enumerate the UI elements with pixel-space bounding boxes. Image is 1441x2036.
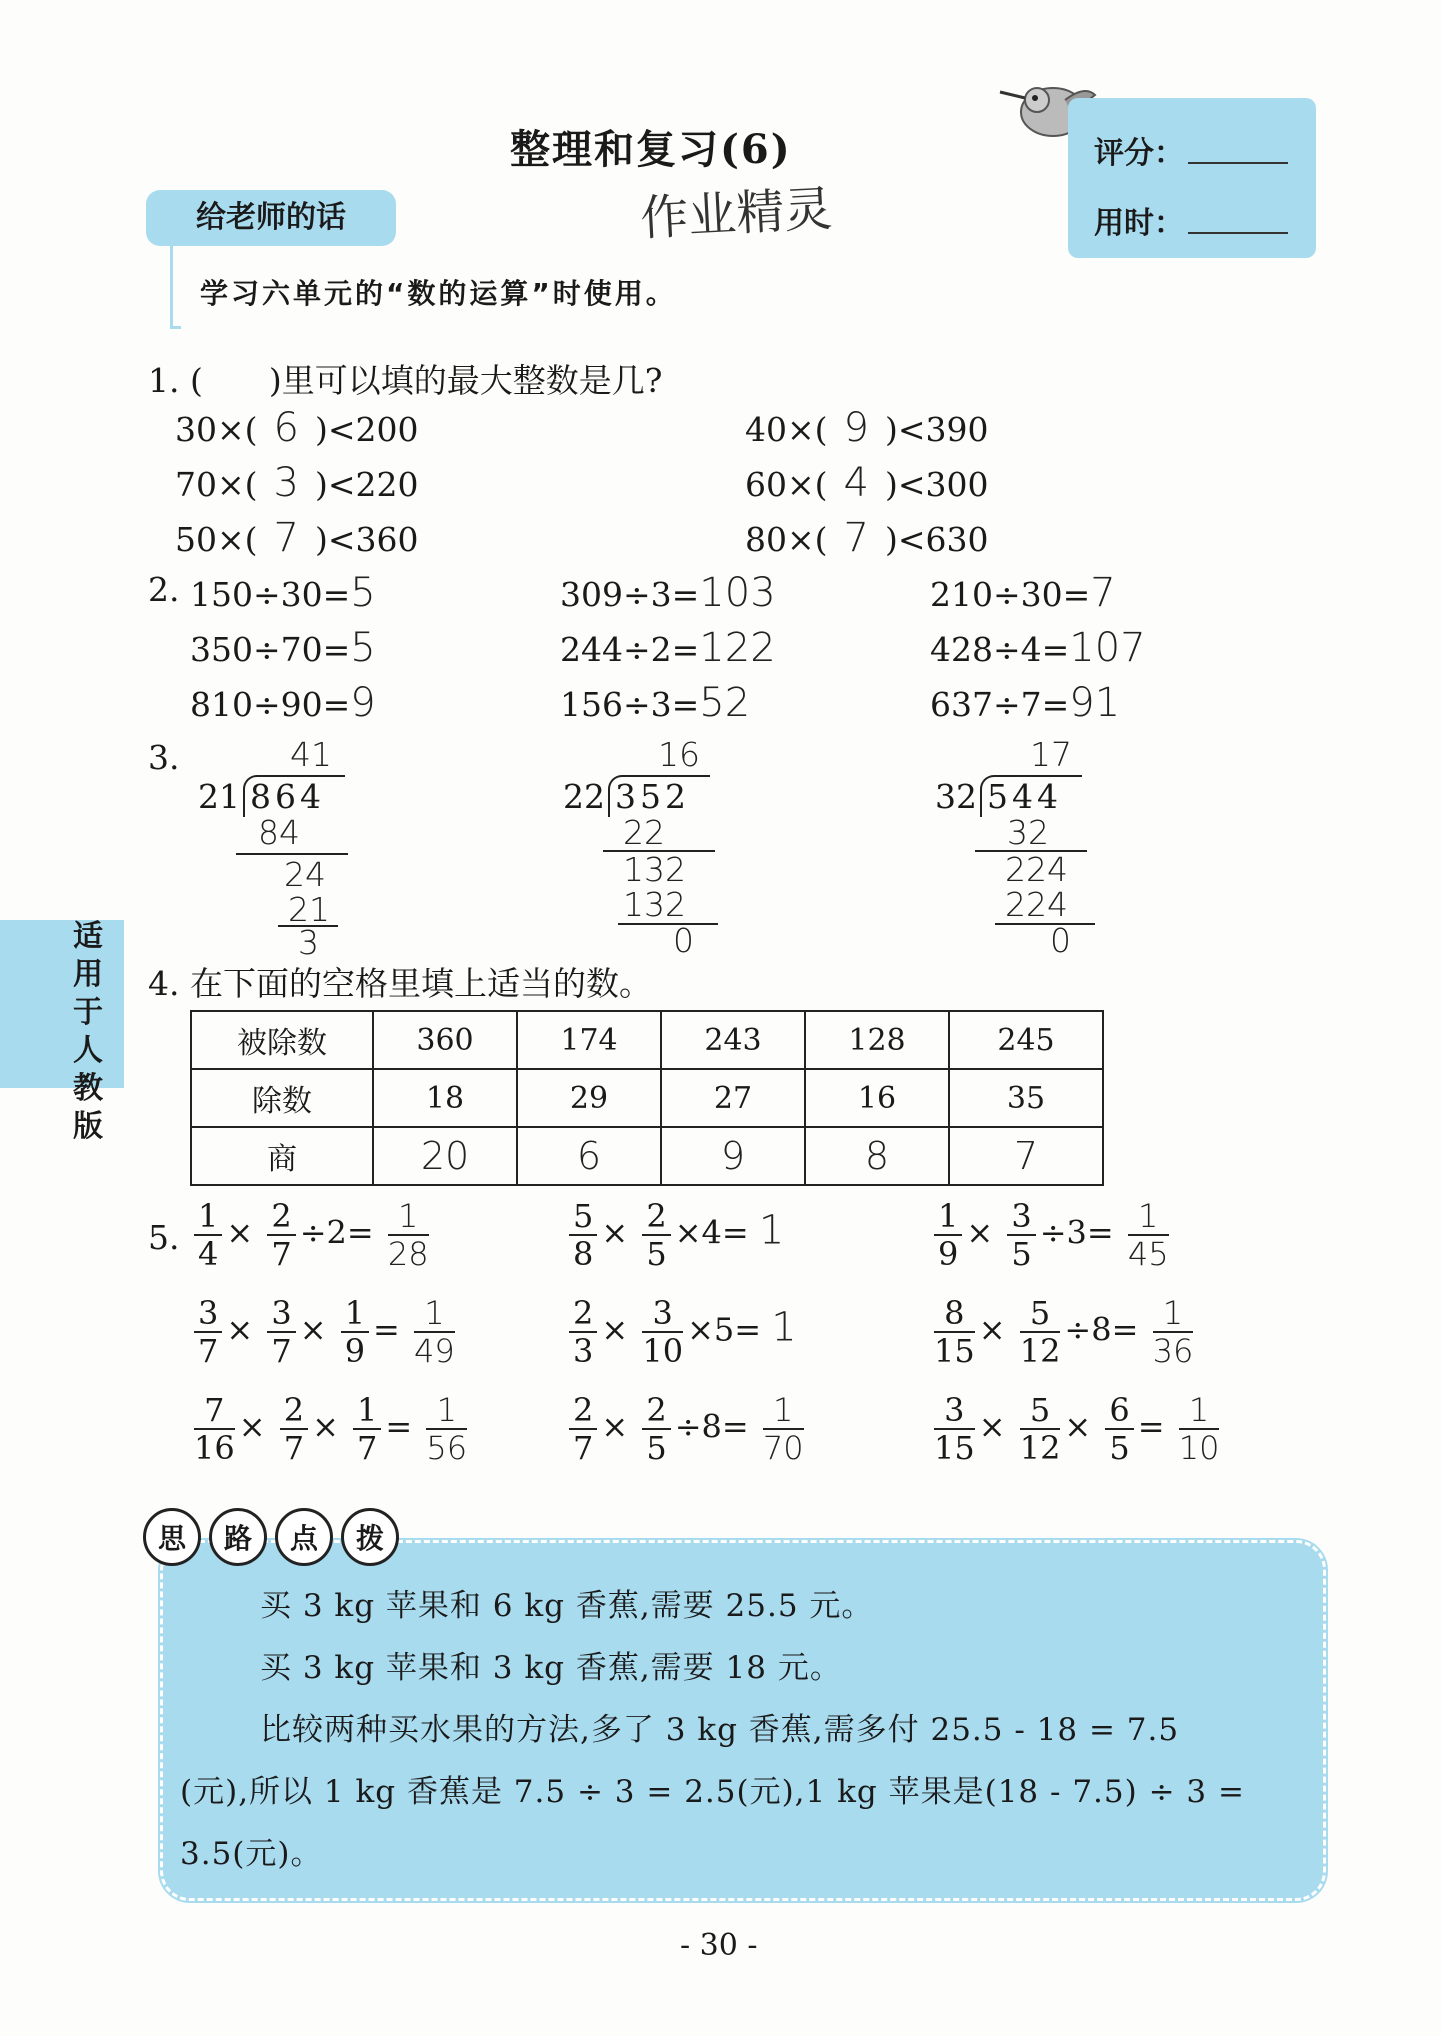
handwritten-note: 作业精灵 (638, 181, 834, 247)
page-number: - 30 - (680, 1928, 758, 1963)
division-step: 224 (1005, 885, 1068, 924)
hint-title-char: 路 (209, 1508, 267, 1566)
division-step: 24 (284, 855, 326, 894)
table-cell: 27 (661, 1069, 805, 1127)
table-cell: 35 (949, 1069, 1103, 1127)
time-label: 用时： (1094, 206, 1184, 241)
q1-item: 40×( 9 )<390 (745, 405, 989, 451)
table-cell: 243 (661, 1011, 805, 1069)
answer-cell[interactable]: 6 (517, 1127, 661, 1185)
q2-item: 156÷3=52 (560, 680, 751, 726)
hint-title-char: 思 (143, 1508, 201, 1566)
table-cell: 29 (517, 1069, 661, 1127)
dividend: 544 (987, 777, 1062, 816)
q4-prompt: 4. 在下面的空格里填上适当的数。 (148, 964, 652, 1003)
division-remainder: 3 (298, 923, 319, 962)
fraction-expression: $\frac{8}{15}$ × $\frac{5}{12}$ ÷8= $\frac{1}{36}$ (934, 1294, 1194, 1370)
q5-number: 5. (148, 1218, 180, 1257)
divisor: 32 (935, 777, 977, 816)
row-header: 除数 (191, 1069, 373, 1127)
q1-answer[interactable]: 3 (273, 460, 299, 506)
table-row (191, 1011, 1103, 1069)
answer-cell[interactable]: 8 (805, 1127, 949, 1185)
side-tab-label: 适用于人教版 (73, 919, 103, 1144)
q2-answer[interactable]: 5 (350, 625, 376, 671)
table-cell: 174 (517, 1011, 661, 1069)
division-remainder: 0 (1050, 921, 1071, 960)
q2-item: 150÷30=5 (190, 570, 376, 616)
q2-answer[interactable]: 52 (699, 680, 751, 726)
dividend: 352 (615, 777, 690, 816)
teacher-note-tab: 给老师的话 (146, 190, 396, 246)
q1-answer[interactable]: 7 (273, 515, 299, 561)
long-division (563, 735, 763, 960)
table-row (191, 1069, 1103, 1127)
time-blank[interactable] (1188, 232, 1288, 234)
fraction-answer[interactable]: $\frac{1}{49}$ (414, 1294, 455, 1370)
fraction-expression: $\frac{1}{4}$ × $\frac{2}{7}$ ÷2= $\frac{1}{28}$ (190, 1198, 433, 1272)
quotient[interactable]: 41 (290, 735, 332, 774)
fraction-answer[interactable]: $\frac{1}{45}$ (1127, 1197, 1169, 1273)
division-step: 21 (288, 890, 330, 929)
q1-answer[interactable]: 7 (843, 515, 869, 561)
q1-answer[interactable]: 4 (843, 460, 869, 506)
fraction-expression: $\frac{1}{9}$ × $\frac{3}{5}$ ÷3= $\frac{1}{45}$ (930, 1198, 1173, 1272)
division-line (995, 923, 1095, 925)
q2-item: 810÷90=9 (190, 680, 376, 726)
long-division (198, 735, 398, 962)
divisor: 21 (198, 777, 240, 816)
division-remainder: 0 (673, 921, 694, 960)
division-step: 84 (258, 813, 300, 852)
table-cell: 128 (805, 1011, 949, 1069)
fraction-expression: $\frac{3}{7}$ × $\frac{3}{7}$ × $\frac{1}{9}$ = $\frac{1}{49}$ (190, 1295, 459, 1369)
division-step: 132 (623, 850, 686, 889)
score-blank[interactable] (1188, 162, 1288, 164)
fraction-expression: $\frac{7}{16}$ × $\frac{2}{7}$ × $\frac{1}{7}$ = $\frac{1}{56}$ (194, 1391, 468, 1467)
q2-number: 2. (148, 570, 180, 609)
q2-answer[interactable]: 107 (1069, 625, 1146, 671)
answer-cell[interactable]: 20 (373, 1127, 517, 1185)
page-title: 整理和复习(6) (510, 126, 792, 173)
q1-prompt: 1. ( )里可以填的最大整数是几? (148, 361, 663, 400)
q1-answer[interactable]: 6 (273, 405, 299, 451)
hint-title-char: 拨 (341, 1508, 399, 1566)
division-line (618, 923, 718, 925)
fraction-answer[interactable]: $\frac{1}{70}$ (762, 1391, 804, 1467)
score-box (1068, 98, 1316, 258)
score-label: 评分： (1094, 136, 1184, 171)
q1-item: 50×( 7 )<360 (175, 515, 419, 561)
table-cell: 360 (373, 1011, 517, 1069)
note-bracket (170, 246, 181, 329)
q2-answer[interactable]: 91 (1069, 680, 1121, 726)
fraction-expression: $\frac{5}{8}$ × $\frac{2}{5}$ ×4= 1 (565, 1198, 784, 1272)
hint-text: 3.5(元)。 (180, 1836, 323, 1872)
q2-item: 350÷70=5 (190, 625, 376, 671)
fraction-answer[interactable]: 1 (758, 1207, 785, 1254)
q2-item: 210÷30=7 (930, 570, 1116, 616)
divisor: 22 (563, 777, 605, 816)
q2-answer[interactable]: 5 (350, 570, 376, 616)
division-step: 224 (1005, 850, 1068, 889)
table-cell: 18 (373, 1069, 517, 1127)
division-step: 32 (1007, 813, 1049, 852)
division-table (190, 1010, 1104, 1186)
fraction-expression: $\frac{2}{3}$ × $\frac{3}{10}$ ×5= 1 (565, 1295, 797, 1369)
division-step: 22 (623, 813, 665, 852)
fraction-answer[interactable]: $\frac{1}{36}$ (1152, 1294, 1194, 1370)
division-step: 132 (623, 885, 686, 924)
long-division (935, 735, 1135, 960)
quotient[interactable]: 17 (1030, 735, 1072, 774)
dividend: 864 (250, 777, 325, 816)
q3-number: 3. (148, 738, 180, 777)
q2-item: 637÷7=91 (930, 680, 1121, 726)
q1-item: 80×( 7 )<630 (745, 515, 989, 561)
q2-answer[interactable]: 7 (1090, 570, 1116, 616)
hint-text: 买 3 kg 苹果和 6 kg 香蕉,需要 25.5 元。 (260, 1588, 874, 1624)
row-header: 商 (191, 1127, 373, 1185)
fraction-answer[interactable]: $\frac{1}{56}$ (426, 1391, 468, 1467)
answer-cell[interactable]: 7 (949, 1127, 1103, 1185)
quotient[interactable]: 16 (658, 735, 700, 774)
teacher-note-text: 学习六单元的“数的运算”时使用。 (200, 277, 677, 310)
q1-item: 30×( 6 )<200 (175, 405, 419, 451)
row-header: 被除数 (191, 1011, 373, 1069)
q2-answer[interactable]: 122 (699, 625, 776, 671)
hint-text: (元),所以 1 kg 香蕉是 7.5 ÷ 3 = 2.5(元),1 kg 苹果是(18 - 7.5) ÷ 3 = (180, 1774, 1245, 1810)
q2-answer[interactable]: 103 (699, 570, 776, 616)
fraction-expression: $\frac{2}{7}$ × $\frac{2}{5}$ ÷8= $\frac{1}{70}$ (565, 1392, 808, 1466)
q1-item: 60×( 4 )<300 (745, 460, 989, 506)
fraction-answer[interactable]: 1 (771, 1304, 797, 1351)
hint-text: 买 3 kg 苹果和 3 kg 香蕉,需要 18 元。 (260, 1650, 842, 1686)
table-cell: 16 (805, 1069, 949, 1127)
hint-title (143, 1508, 399, 1566)
hint-text: 比较两种买水果的方法,多了 3 kg 香蕉,需多付 25.5 - 18 = 7.5 (260, 1712, 1180, 1748)
q1-answer[interactable]: 9 (843, 405, 869, 451)
fraction-expression: $\frac{3}{15}$ × $\frac{5}{12}$ × $\frac{6}{5}$ = $\frac{1}{10}$ (934, 1391, 1220, 1467)
answer-cell[interactable]: 9 (661, 1127, 805, 1185)
q1-item: 70×( 3 )<220 (175, 460, 419, 506)
table-cell: 245 (949, 1011, 1103, 1069)
q2-item: 428÷4=107 (930, 625, 1146, 671)
q2-item: 244÷2=122 (560, 625, 776, 671)
q2-item: 309÷3=103 (560, 570, 776, 616)
q2-answer[interactable]: 9 (350, 680, 376, 726)
table-row (191, 1127, 1103, 1185)
fraction-answer[interactable]: $\frac{1}{10}$ (1178, 1391, 1220, 1467)
hint-title-char: 点 (275, 1508, 333, 1566)
fraction-answer[interactable]: $\frac{1}{28}$ (387, 1197, 429, 1273)
